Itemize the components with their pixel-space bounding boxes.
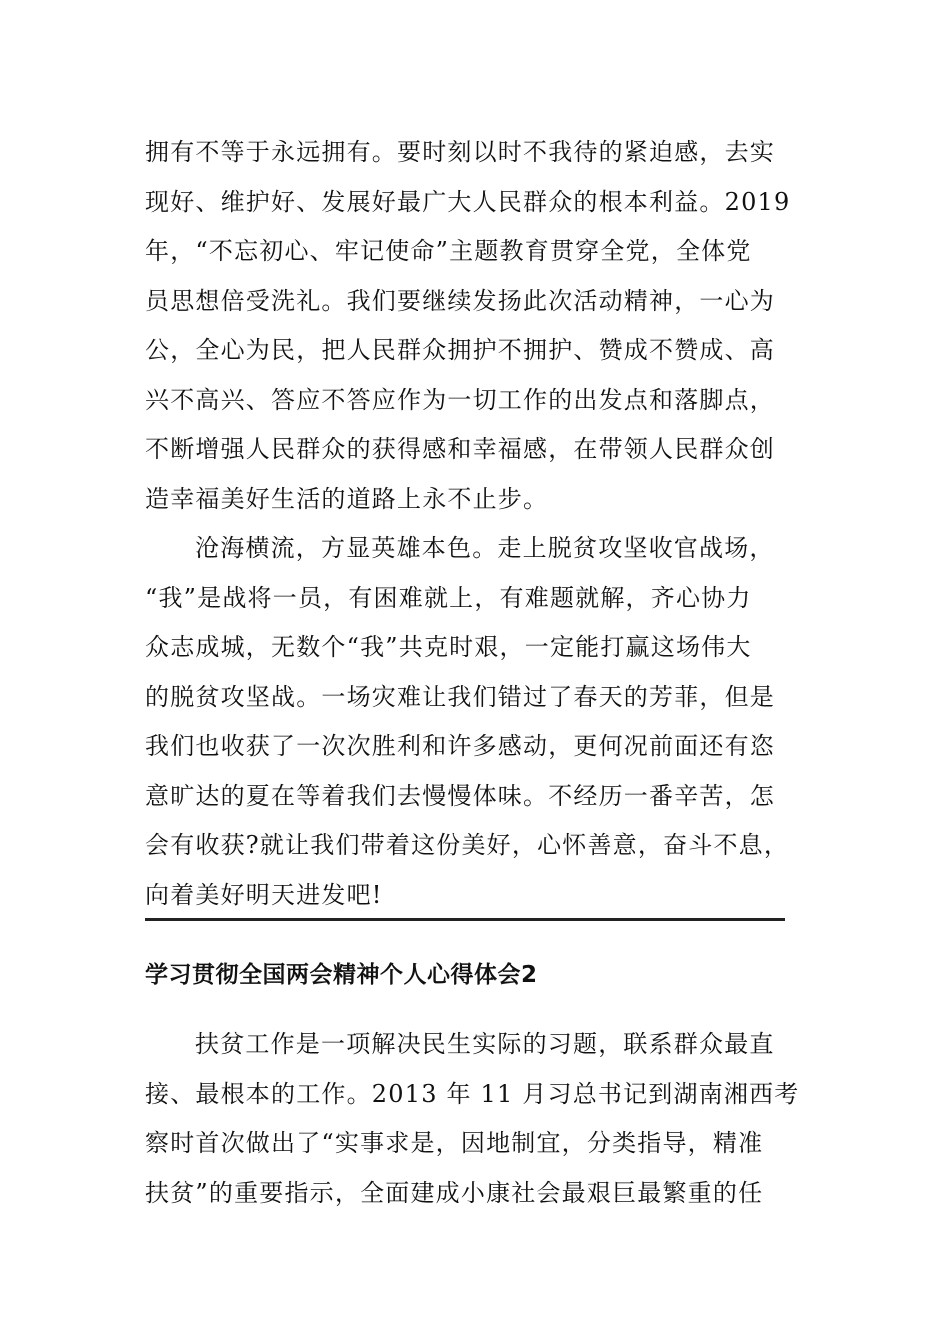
- paragraph-line: 造幸福美好生活的道路上永不止步。: [145, 484, 549, 513]
- section-heading: 学习贯彻全国两会精神个人心得体会2: [145, 962, 538, 988]
- paragraph-line: 员思想倍受洗礼。我们要继续发扬此次活动精神，一心为: [145, 286, 775, 315]
- paragraph-line: 会有收获?就让我们带着这份美好，心怀善意，奋斗不息，: [145, 831, 790, 859]
- paragraph-2: [145, 524, 790, 920]
- paragraph-line: 兴不高兴、答应不答应作为一切工作的出发点和落脚点，: [145, 385, 775, 414]
- paragraph-line: 现好、维护好、发展好最广大人民群众的根本利益。2019: [145, 187, 791, 216]
- paragraph-line: 沧海横流，方显英雄本色。走上脱贫攻坚收官战场，: [195, 534, 775, 562]
- paragraph-line: 拥有不等于永远拥有。要时刻以时不我待的紧迫感，去实: [145, 138, 775, 166]
- paragraph-line: 向着美好明天进发吧!: [145, 880, 383, 909]
- paragraph-line: 扶贫工作是一项解决民生实际的习题，联系群众最直: [195, 1030, 775, 1058]
- paragraph-3: [145, 1020, 800, 1218]
- paragraph-line: 我们也收获了一次次胜利和许多感动，更何况前面还有恣: [145, 732, 775, 760]
- paragraph-line: 接、最根本的工作。2013 年 11 月习总书记到湖南湘西考: [145, 1079, 800, 1108]
- paragraph-line: 众志成城，无数个“我”共克时艰，一定能打赢这场伟大: [145, 633, 752, 661]
- paragraph-line: 的脱贫攻坚战。一场灾难让我们错过了春天的芳菲，但是: [145, 682, 775, 711]
- paragraph-line: 扶贫”的重要指示，全面建成小康社会最艰巨最繁重的任: [145, 1178, 764, 1207]
- paragraph-line: 年，“不忘初心、牢记使命”主题教育贯穿全党，全体党: [145, 237, 752, 265]
- paragraph-1: [145, 128, 790, 524]
- paragraph-line: “我”是战将一员，有困难就上，有难题就解，齐心协力: [145, 583, 752, 612]
- paragraph-line: 公，全心为民，把人民群众拥护不拥护、赞成不赞成、高: [145, 336, 775, 364]
- paragraph-line: 意旷达的夏在等着我们去慢慢体味。不经历一番辛苦，怎: [145, 781, 775, 810]
- section-divider: [145, 918, 785, 921]
- paragraph-line: 察时首次做出了“实事求是，因地制宜，分类指导，精准: [145, 1129, 764, 1157]
- paragraph-line: 不断增强人民群众的获得感和幸福感，在带领人民群众创: [145, 435, 775, 463]
